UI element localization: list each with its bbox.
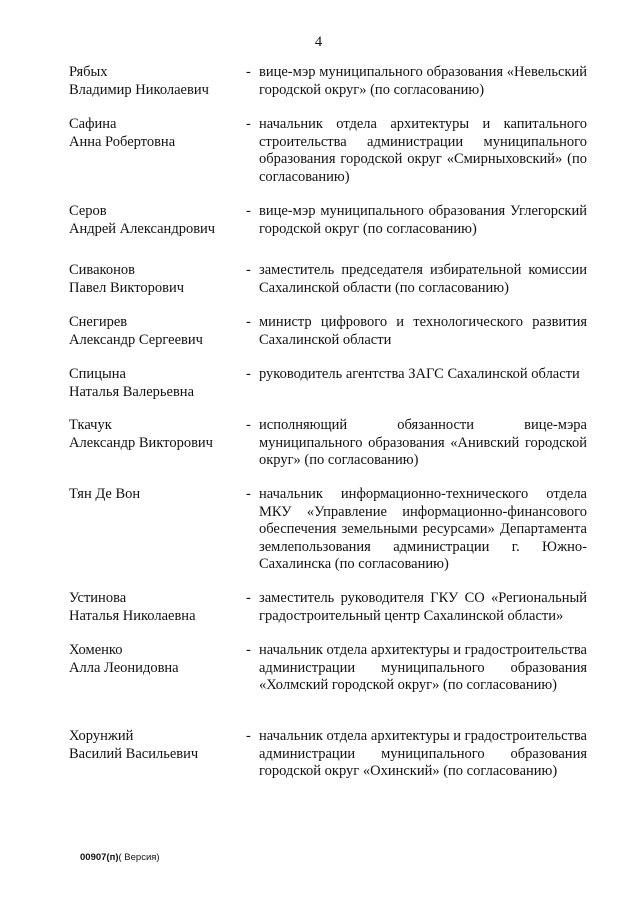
separator-dash: - [246,366,251,382]
member-surname: Спицына [69,366,126,382]
member-given-names: Алла Леонидовна [69,659,179,676]
separator-dash: - [246,590,251,606]
member-given-names: Василий Васильевич [69,745,199,762]
separator-dash: - [246,642,251,658]
member-role: начальник отдела архитектуры и капитального строительства администрации муниципального образования городской округ «Смирныховский» (по согласованию) [259,116,587,185]
separator-dash: - [246,486,251,502]
separator-dash: - [246,64,251,80]
member-surname: Ткачук [69,417,112,433]
member-given-names: Александр Викторович [69,434,213,451]
member-name [69,728,244,763]
page-number: 4 [314,34,323,50]
separator-dash: - [246,314,251,330]
member-given-names: Наталья Николаевна [69,607,196,624]
member-role: вице-мэр муниципального образования «Невельский городской округ» (по согласованию) [259,64,587,98]
member-name [69,262,244,297]
separator-dash: - [246,116,251,132]
member-surname: Хорунжий [69,728,134,744]
document-code: 00907(п) [80,852,119,863]
member-name [69,417,244,452]
member-role: начальник отдела архитектуры и градостроительства администрации муниципального образования городской округ «Охинский» (по согласованию) [259,728,587,779]
member-surname: Устинова [69,590,127,606]
member-surname: Снегирев [69,314,128,330]
separator-dash: - [246,262,251,278]
member-role: исполняющий обязанности вице-мэра муниципального образования «Анивский городской округ» (по согласованию) [259,417,587,468]
document-footer [80,852,160,863]
member-given-names: Александр Сергеевич [69,331,203,348]
member-name [69,486,244,504]
member-surname: Сиваконов [69,262,135,278]
member-role: руководитель агентства ЗАГС Сахалинской области [259,366,580,382]
member-surname: Серов [69,203,107,219]
separator-dash: - [246,728,251,744]
member-surname: Сафина [69,116,117,132]
member-name [69,203,244,238]
member-given-names: Андрей Александрович [69,220,216,237]
member-role: начальник информационно-технического отдела МКУ «Управление информационно-финансового обеспечения земельными ресурсами» Департамента землепользования администрации г. Южно-Сахалинска (по согласованию) [259,486,587,572]
member-surname: Рябых [69,64,108,80]
member-surname: Тян Де Вон [69,486,141,502]
member-surname: Хоменко [69,642,123,658]
document-version: ( Версия) [118,852,160,863]
member-name [69,590,244,625]
separator-dash: - [246,203,251,219]
member-given-names: Павел Викторович [69,279,185,296]
member-role: министр цифрового и технологического развития Сахалинской области [259,314,587,348]
member-role: заместитель председателя избирательной комиссии Сахалинской области (по согласованию) [259,262,587,296]
member-name [69,116,244,151]
member-role: начальник отдела архитектуры и градостроительства администрации муниципального образования «Холмский городской округ» (по согласованию) [259,642,587,693]
member-name [69,366,244,401]
member-role: вице-мэр муниципального образования Углегорский городской округ (по согласованию) [259,203,587,237]
member-given-names: Анна Робертовна [69,133,176,150]
member-name [69,314,244,349]
member-name [69,642,244,677]
member-role: заместитель руководителя ГКУ СО «Региональный градостроительный центр Сахалинской области» [259,590,587,624]
member-given-names: Наталья Валерьевна [69,383,194,400]
separator-dash: - [246,417,251,433]
member-name [69,64,244,99]
member-given-names: Владимир Николаевич [69,81,209,98]
